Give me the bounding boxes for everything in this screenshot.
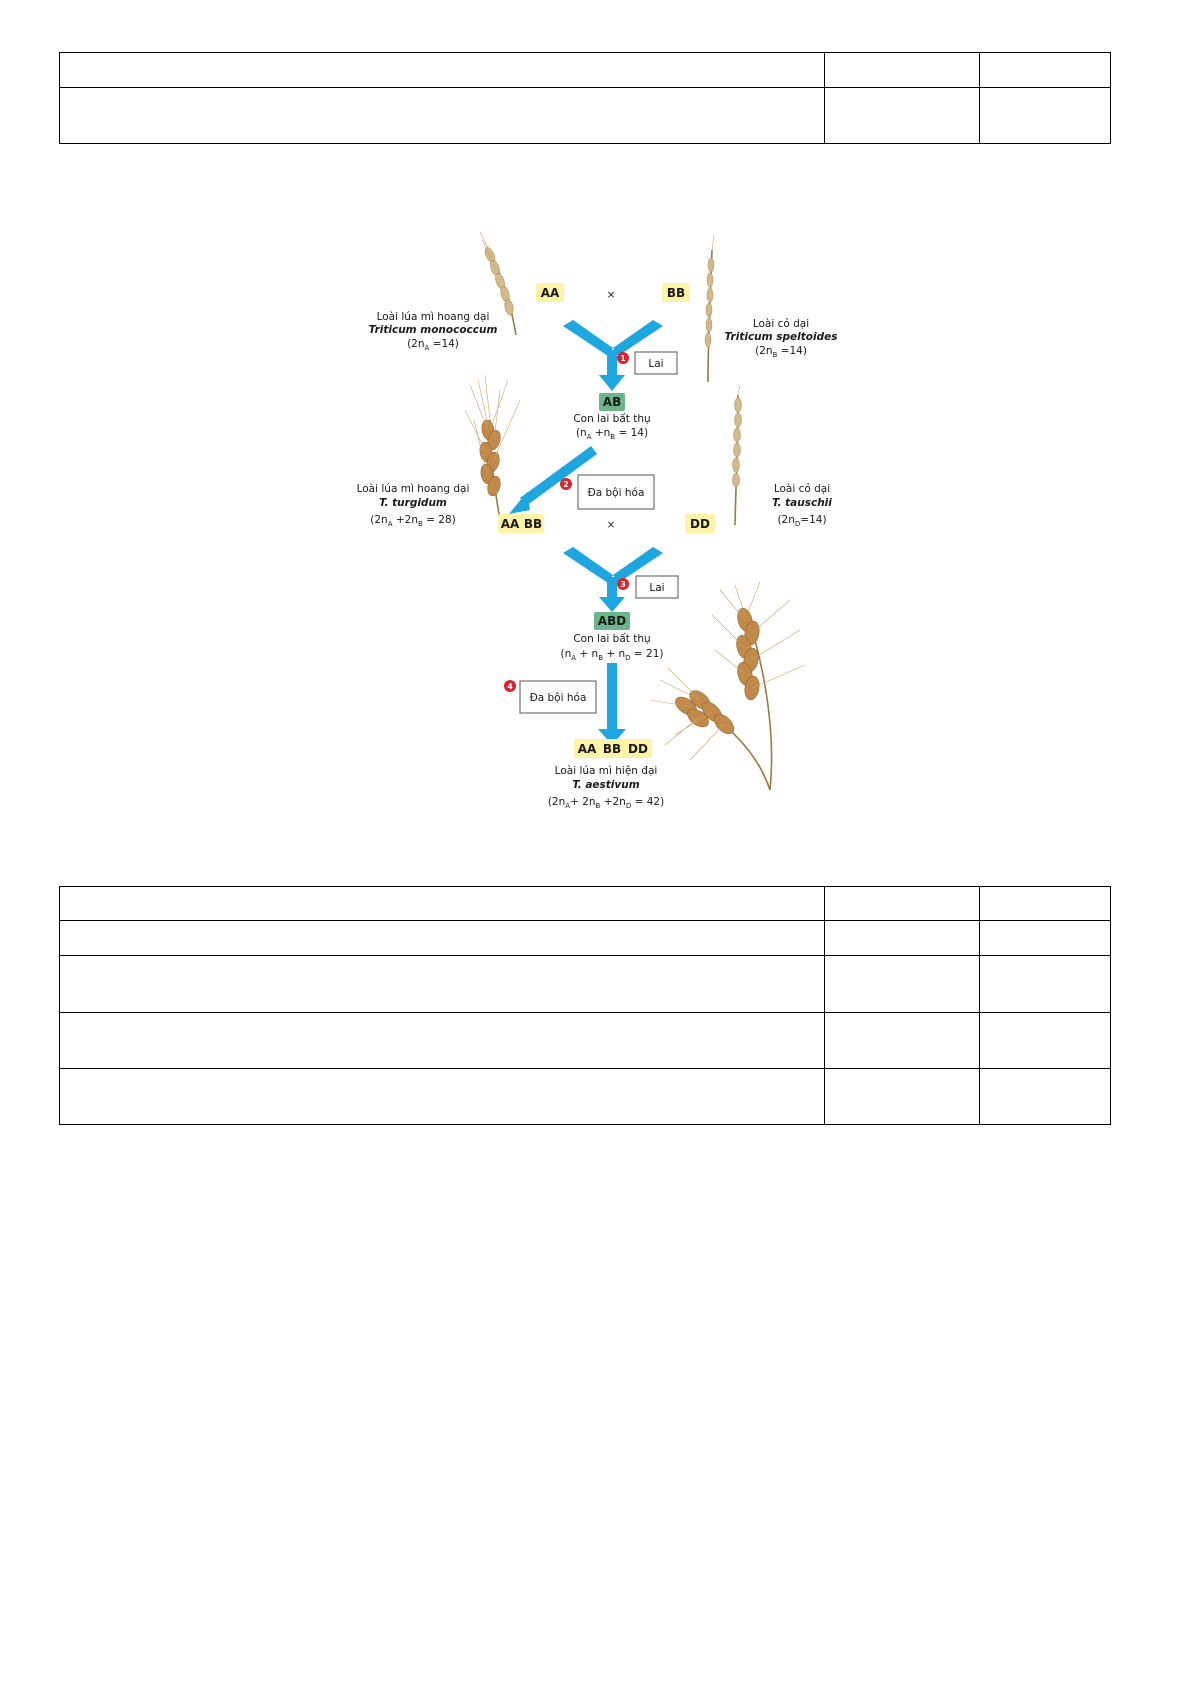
down-arrow-4 [598,663,626,745]
parent1-caption [369,311,498,352]
parent1-name: Loài lúa mì hoang dại [376,311,490,323]
genome-label-aa: AA [540,286,560,300]
wheat-spike-icon-mid-right [733,385,742,525]
hybrid1-name: Con lai bất thụ [573,413,651,425]
parent1-species: Triticum monococcum [368,324,498,336]
table-cell [60,1069,825,1125]
hybrid2-name: Con lai bất thụ [573,633,651,645]
genome-label-dd: DD [690,517,710,531]
table-row [60,887,1111,921]
wheat-bunch-icon-bottom-right [650,582,805,790]
tetraploid-species: T. turgidum [379,497,447,509]
genome-label-bb: BB [666,286,686,300]
parent2-caption [725,318,838,359]
table-cell [825,1069,980,1125]
answer-table-bottom [59,886,1111,1125]
table-cell [980,956,1111,1013]
final-name: Loài lúa mì hiện đại [554,765,658,777]
table-cell [825,956,980,1013]
parent3-chromosomes: $(2n_D=14)$ [777,514,827,528]
step-number-2: 2 [563,480,569,489]
tetraploid-chromosomes: $(2n_A +2n_B = 28)$ [370,514,456,528]
table-cell [825,887,980,921]
table-row [60,956,1111,1013]
step-number-3: 3 [620,580,626,589]
hybrid1-chromosomes: $(n_A +n_B = 14)$ [575,427,649,441]
step-label-2: Đa bội hóa [587,487,645,499]
parent1-chromosomes: $(2n_A =14)$ [407,338,459,352]
final-chromosomes: $(2n_A+ 2n_B +2n_D = 42)$ [547,796,665,810]
genome-label-abd: ABD [597,614,627,628]
genome-label-final-bb: BB [602,742,622,756]
cross-symbol-middle: × [606,519,616,531]
step-number-1: 1 [620,354,626,363]
table-cell [980,1013,1111,1069]
parent2-chromosomes: $(2n_B =14)$ [755,345,807,359]
genome-label-final-aa: AA [577,742,597,756]
table-cell [980,887,1111,921]
genome-label-final-dd: DD [628,742,648,756]
table-row [60,1013,1111,1069]
genome-label-tetraploid-aa: AA [500,517,520,531]
table-cell [980,1069,1111,1125]
table-cell [980,921,1111,956]
tetraploid-caption [357,483,470,528]
step-label-3: Lai [649,582,665,594]
step-label-4: Đa bội hóa [529,692,587,704]
genome-label-tetraploid-bb: BB [523,517,543,531]
step-number-4: 4 [507,682,513,691]
parent3-name: Loài cỏ dại [773,483,831,495]
table-cell [60,921,825,956]
parent2-species: Triticum speltoides [724,331,838,343]
hybrid2-chromosomes: $(n_A + n_B + n_D = 21)$ [560,648,664,662]
tetraploid-name: Loài lúa mì hoang dại [356,483,470,495]
step-label-1: Lai [648,358,664,370]
table-row [60,1069,1111,1125]
table-cell [60,956,825,1013]
genome-label-ab: AB [602,395,622,409]
parent3-caption [772,483,832,528]
parent2-name: Loài cỏ dại [752,318,810,330]
table-row [60,921,1111,956]
table-cell [825,1013,980,1069]
table-cell [825,921,980,956]
cross-symbol-top: × [606,289,616,301]
final-species: T. aestivum [572,779,640,791]
table-cell [60,887,825,921]
table-cell [60,1013,825,1069]
wheat-spike-icon-top-right [705,235,714,382]
wheat-spike-icon-mid-left [465,375,520,520]
parent3-species: T. tauschii [772,497,832,509]
